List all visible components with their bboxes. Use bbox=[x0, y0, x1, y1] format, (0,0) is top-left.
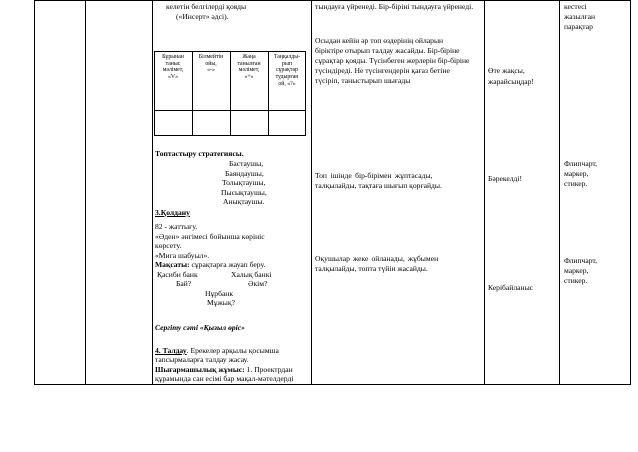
resource-1-line-2: жазылған bbox=[564, 12, 596, 21]
bank-muzhyk: Мұжық? bbox=[207, 298, 235, 307]
creative-label: Шығармашылық жұмыс: bbox=[155, 365, 245, 374]
creative-rest: 1. Проектрдан bbox=[244, 365, 293, 374]
creative-line-2: құрамында сан есімі бар мақал-мәтелдерді bbox=[155, 374, 294, 383]
insert-header-question: Таңқалды- рып сұрақтар тудырған ой, «?» bbox=[273, 54, 301, 87]
table-col-line-2 bbox=[85, 0, 86, 385]
table-bottom-border bbox=[34, 384, 631, 385]
pair-work-line-2: талқылайды, тақтаға шығып қорғайды. bbox=[315, 181, 442, 190]
insert-header-new: Жаңа танылған мәлімет, «+» bbox=[237, 54, 261, 80]
individual-work-line-1: Оқушылар жеке ойланады, жұбымен bbox=[315, 254, 439, 263]
break-title: Сергіту сәті «Қызыл өріс» bbox=[155, 323, 245, 332]
feedback-label: Керібайланыс bbox=[488, 283, 534, 292]
group-work-line-2: біріктіре отырып талдау жасайды. Бір-біріне bbox=[315, 46, 460, 55]
resource-2-line-2: маркер, bbox=[564, 169, 589, 178]
table-col-line-6 bbox=[559, 0, 560, 385]
role-item-3: Толықтаушы, bbox=[222, 178, 266, 187]
individual-work-line-2: талқылайды, топта түйін жасайды. bbox=[315, 264, 428, 273]
role-item-4: Пысықтаушы, bbox=[221, 188, 267, 197]
table-col-line-4 bbox=[311, 0, 312, 385]
bank-bai: Бай? bbox=[176, 279, 192, 288]
group-work-line-3: сұрақтар қояды. Түсінбеген жерлерін бір-біріне bbox=[315, 56, 470, 65]
table-col-line-7 bbox=[630, 0, 631, 385]
role-item-1: Бастаушы, bbox=[229, 159, 264, 168]
resource-2-line-1: Флипчарт, bbox=[564, 159, 598, 168]
bank-nurbank: Нұрбанк bbox=[205, 289, 234, 298]
resource-1-line-3: парақтар bbox=[564, 22, 593, 31]
bank-akim: Әкім? bbox=[248, 279, 268, 288]
analysis-rest: . Ерекелер арқылы қосымша bbox=[186, 346, 279, 355]
exercise-line-2: «Әден» әнгімесі бойынша көрініс bbox=[155, 232, 265, 241]
exercise-line-4: «Мига шабуыл». bbox=[155, 251, 210, 260]
resource-3-line-1: Флипчарт, bbox=[564, 256, 598, 265]
group-work-line-4: түсіндіреді. Не түсінгендерін қағаз бетіне bbox=[315, 66, 450, 75]
role-item-5: Анықтаушы. bbox=[223, 197, 265, 206]
table-col-line-3 bbox=[152, 0, 153, 385]
analysis-line-2: тапсырмаларға талдау жасау. bbox=[155, 355, 249, 364]
resource-3-line-2: маркер, bbox=[564, 266, 589, 275]
pair-work-line-1: Топ ішінде бір-бірімен жұптасады, bbox=[315, 171, 433, 180]
table-col-line-1 bbox=[34, 0, 35, 385]
exercise-line-1: 82 - жаттығу. bbox=[155, 222, 198, 231]
goal-line bbox=[155, 261, 265, 270]
praise-1-line-1: Өте жақсы, bbox=[488, 66, 525, 75]
insert-header-known: Бұрынан таныс мәлімет, «V» bbox=[162, 54, 184, 80]
praise-2: Бәрекелді! bbox=[488, 174, 523, 183]
praise-1-line-2: жарайсыңдар! bbox=[488, 77, 534, 86]
insert-method-line1: келетін белгілерді қояды bbox=[166, 2, 247, 11]
insert-header-unknown: Білмейтін ойы, «-» bbox=[198, 54, 224, 74]
bank-halyk: Халық банкі bbox=[231, 270, 272, 279]
group-work-line-1: Осыдан кейін әр топ өздерінің ойларын bbox=[315, 36, 444, 45]
exercise-line-3: көрсету. bbox=[155, 241, 182, 250]
analysis-heading: 4. Талдау bbox=[155, 346, 187, 355]
grouping-strategy-title: Топтастыру стратегиясы. bbox=[155, 149, 244, 158]
table-top-border bbox=[34, 0, 631, 1]
bank-kasibi: Қасиби банк bbox=[157, 270, 198, 279]
goal-text: сұрақтарға жауап беру. bbox=[189, 260, 266, 269]
insert-table bbox=[154, 51, 306, 136]
role-item-2: Баяндаушы, bbox=[225, 169, 264, 178]
resource-3-line-3: стикер. bbox=[564, 276, 588, 285]
apply-heading: 3.Қолдану bbox=[155, 208, 190, 217]
resource-2-line-3: стикер. bbox=[564, 179, 588, 188]
listening-line: тындауға үйренеді. Бір-біріні тындауға үйренеді. bbox=[315, 2, 474, 11]
group-work-line-5: түсіріп, таныстырып шығады bbox=[315, 76, 411, 85]
table-col-line-5 bbox=[484, 0, 485, 385]
goal-label: Мақсаты: bbox=[155, 260, 190, 269]
insert-method-line2: («Инсерт» әдсі). bbox=[176, 12, 229, 21]
resource-1-line-1: кестесі bbox=[564, 2, 587, 11]
